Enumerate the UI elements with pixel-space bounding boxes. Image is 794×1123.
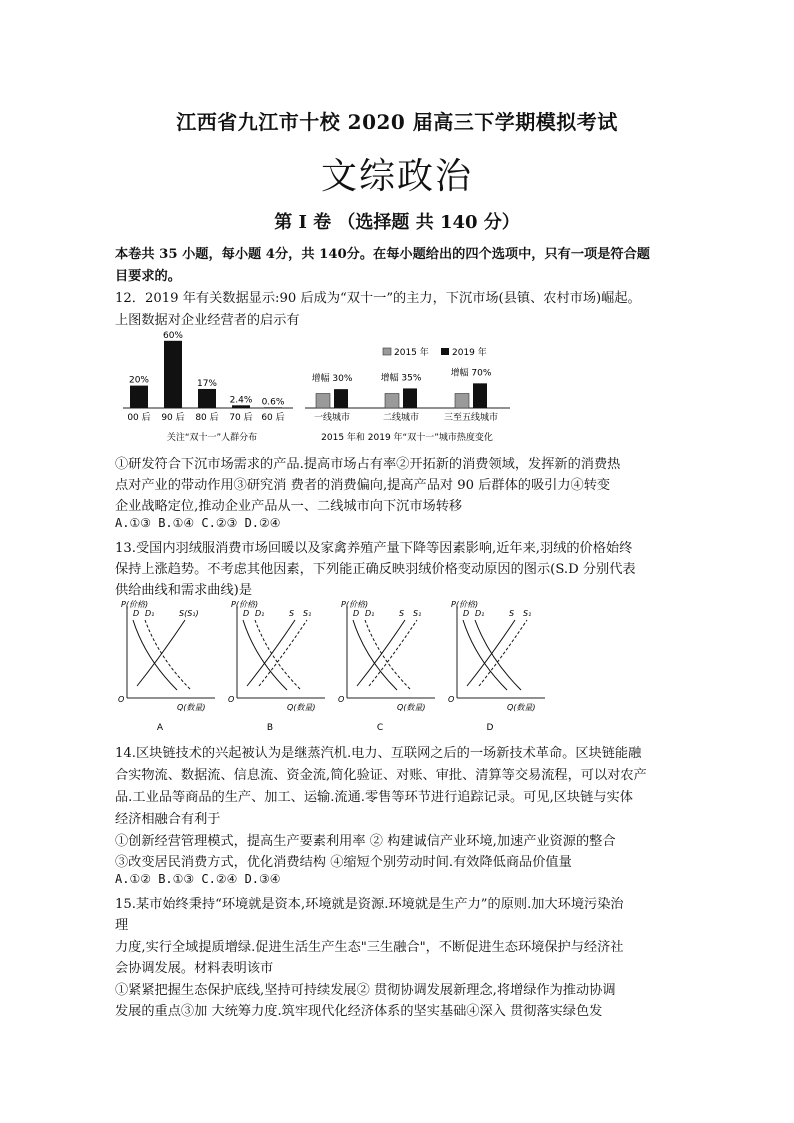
sd-curve <box>353 620 397 690</box>
curve-label: S <box>399 609 405 618</box>
instructions-line-2: 目要求的。 <box>115 269 181 284</box>
curve-label: D₁ <box>475 609 485 618</box>
q14-stem-line-3: 品.工业品等商品的生产、加工、运输.流通.零售等环节进行追踪记录。可见,区块链与实体 <box>115 790 633 805</box>
age-distribution-chart <box>123 331 293 443</box>
curve-label: S <box>289 609 295 618</box>
origin-label: O <box>448 695 455 704</box>
q13-stem-line-3: 供给曲线和需求曲线)是 <box>115 583 253 598</box>
curve-label: D <box>133 609 140 618</box>
q14-stem-line-2: 合实物流、数据流、信息流、资金流,简化验证、对账、审批、清算等交易流程，可以对农产 <box>115 768 647 783</box>
curve-label: D₁ <box>365 609 375 618</box>
chart1-value-label: 2.4% <box>229 395 253 406</box>
sd-curve <box>369 620 417 686</box>
chart2-bar-2019 <box>473 383 487 408</box>
sd-graph <box>338 600 435 733</box>
q12-stem-line-2: 上图数据对企业经营者的启示有 <box>115 313 300 328</box>
curve-label: D <box>243 609 250 618</box>
chart2-title: 2015 年和 2019 年“双十一”城市热度变化 <box>321 433 493 443</box>
curve-label: S <box>509 609 515 618</box>
city-heat-chart <box>305 346 510 443</box>
q12-stem-line-1: 12．2019 年有关数据显示:90 后成为“双十一”的主力，下沉市场(县镇、农村市场)崛起。 <box>115 291 641 306</box>
sd-curve <box>479 620 527 686</box>
q14-stem-line-4: 经济相融合有利于 <box>115 812 221 827</box>
q15-stem-line-3: 力度,实行全域提质增绿.促进生活生产生态"三生融合"，不断促进生态环境保护与经济社 <box>115 940 624 955</box>
y-axis-label: P(价格) <box>451 600 479 609</box>
y-axis-label: P(价格) <box>341 600 369 609</box>
instructions-line-1: 本卷共 35 小题，每小题 4分，共 140分。在每小题给出的四个选项中，只有一项是符合题 <box>115 247 650 262</box>
x-axis-label: Q(数量) <box>397 703 426 712</box>
origin-label: O <box>338 695 345 704</box>
q14-answers: A.①② B.①③ C.②④ D.③④ <box>115 872 281 886</box>
chart1-category-label: 90 后 <box>161 413 185 423</box>
q15-option-line-1: ①紧紧把握生态保护底线,坚持可持续发展② 贯彻协调发展新理念,将增绿作为推动协调 <box>115 983 616 998</box>
chart1-category-label: 80 后 <box>195 413 219 423</box>
origin-label: O <box>228 695 235 704</box>
sd-curve <box>255 620 301 690</box>
sd-curve <box>259 620 307 686</box>
y-axis-label: P(价格) <box>231 600 259 609</box>
q14-stem-line-1: 14.区块链技术的兴起被认为是继蒸汽机.电力、互联网之后的一场新技术革命。区块链能融 <box>115 746 642 761</box>
chart2-bar-2015 <box>455 394 469 409</box>
y-axis-label: P(价格) <box>121 600 149 609</box>
chart1-category-label: 60 后 <box>261 413 285 423</box>
chart2-growth-label: 增幅 30% <box>311 374 353 385</box>
curve-label: D <box>353 609 360 618</box>
subject-title: 文综政治 <box>320 156 473 197</box>
origin-label: O <box>118 695 125 704</box>
chart1-value-label: 17% <box>196 378 218 389</box>
q15-option-line-2: 发展的重点③加 大统筹力度.筑牢现代化经济体系的坚实基础④深入 贯彻落实绿色发 <box>115 1004 603 1019</box>
q13-supply-demand-graphs <box>115 598 555 738</box>
chart2-category-label: 一线城市 <box>313 413 351 423</box>
sd-curve <box>475 620 521 690</box>
legend-label-2015: 2015 年 <box>394 348 429 358</box>
q12-option-line-1: ①研发符合下沉市场需求的产品.提高市场占有率②开拓新的消费领域，发挥新的消费热 <box>115 457 621 472</box>
x-axis-label: Q(数量) <box>507 703 536 712</box>
sd-graph <box>118 600 215 733</box>
sd-curve <box>133 620 177 690</box>
section-heading: 第 I 卷 （选择题 共 140 分） <box>274 212 520 233</box>
exam-title: 江西省九江市十校 2020 届高三下学期模拟考试 <box>176 110 618 134</box>
chart2-bar-2019 <box>334 389 348 408</box>
q12-answers: A.①③ B.①④ C.②③ D.②④ <box>115 516 281 530</box>
curve-label: D₁ <box>145 609 155 618</box>
q14-option-line-2: ③改变居民消费方式，优化消费结构 ④缩短个别劳动时间.有效降低商品价值量 <box>115 855 572 870</box>
q12-option-line-3: 企业战略定位,推动企业产品从一、二线城市向下沉市场转移 <box>115 499 463 514</box>
chart2-bar-2015 <box>385 394 399 409</box>
chart1-category-label: 00 后 <box>127 413 151 423</box>
legend-swatch-2019 <box>441 348 449 355</box>
legend-label-2019: 2019 年 <box>452 348 487 358</box>
chart1-title: 关注“双十一”人群分布 <box>166 433 258 443</box>
sd-graph <box>228 600 325 733</box>
x-axis-label: Q(数量) <box>177 703 206 712</box>
chart1-bar <box>264 407 282 408</box>
q13-stem-line-2: 保持上涨趋势。不考虑其他因素，下列能正确反映羽绒价格变动原因的图示(S.D 分别代表 <box>115 562 636 577</box>
q12-option-line-2: 点对产业的带动作用③研究消 费者的消费偏向,提高产品对 90 后群体的吸引力④转变 <box>115 478 611 493</box>
chart2-category-label: 三至五线城市 <box>443 413 499 423</box>
chart2-category-label: 二线城市 <box>382 413 420 423</box>
chart1-value-label: 20% <box>128 375 150 386</box>
sd-curve <box>243 620 287 690</box>
sd-curve <box>463 620 507 690</box>
curve-label: S₁ <box>413 609 422 618</box>
chart1-bar <box>130 386 148 408</box>
curve-label: D₁ <box>255 609 265 618</box>
curve-label: D <box>463 609 470 618</box>
curve-label: S₁ <box>303 609 312 618</box>
graph-option-label: B <box>266 723 274 733</box>
x-axis-label: Q(数量) <box>287 703 316 712</box>
q15-stem-line-4: 会协调发展。材料表明该市 <box>115 961 274 976</box>
graph-option-label: A <box>156 723 164 733</box>
legend-swatch-2015 <box>383 348 391 355</box>
chart1-value-label: 60% <box>162 330 184 341</box>
q15-stem-line-1: 15.某市始终秉持“环境就是资本,环境就是资源.环境就是生产力”的原则.加大环境污染治 <box>115 897 624 912</box>
chart2-growth-label: 增幅 35% <box>380 373 422 384</box>
sd-curve <box>145 620 191 690</box>
chart1-bar <box>198 389 216 408</box>
chart2-bar-2019 <box>403 388 417 408</box>
chart2-bar-2015 <box>316 394 330 409</box>
chart2-growth-label: 增幅 70% <box>450 368 492 379</box>
chart1-value-label: 0.6% <box>261 397 285 408</box>
q12-figure <box>115 326 515 446</box>
chart1-bar <box>164 341 182 408</box>
graph-option-label: D <box>486 723 494 733</box>
curve-label: S₁ <box>523 609 532 618</box>
graph-option-label: C <box>376 723 384 733</box>
sd-graph <box>448 600 545 733</box>
q15-stem-line-2: 理 <box>115 918 129 933</box>
sd-curve <box>365 620 411 690</box>
chart1-category-label: 70 后 <box>229 413 253 423</box>
q14-option-line-1: ①创新经营管理模式，提高生产要素利用率 ② 构建诚信产业环境,加速产业资源的整合 <box>115 834 616 849</box>
q13-stem-line-1: 13.受国内羽绒服消费市场回暖以及家禽养殖产量下降等因素影响,近年来,羽绒的价格始终 <box>115 541 633 556</box>
chart1-bar <box>232 405 250 408</box>
curve-label: S(S₁) <box>179 609 199 618</box>
